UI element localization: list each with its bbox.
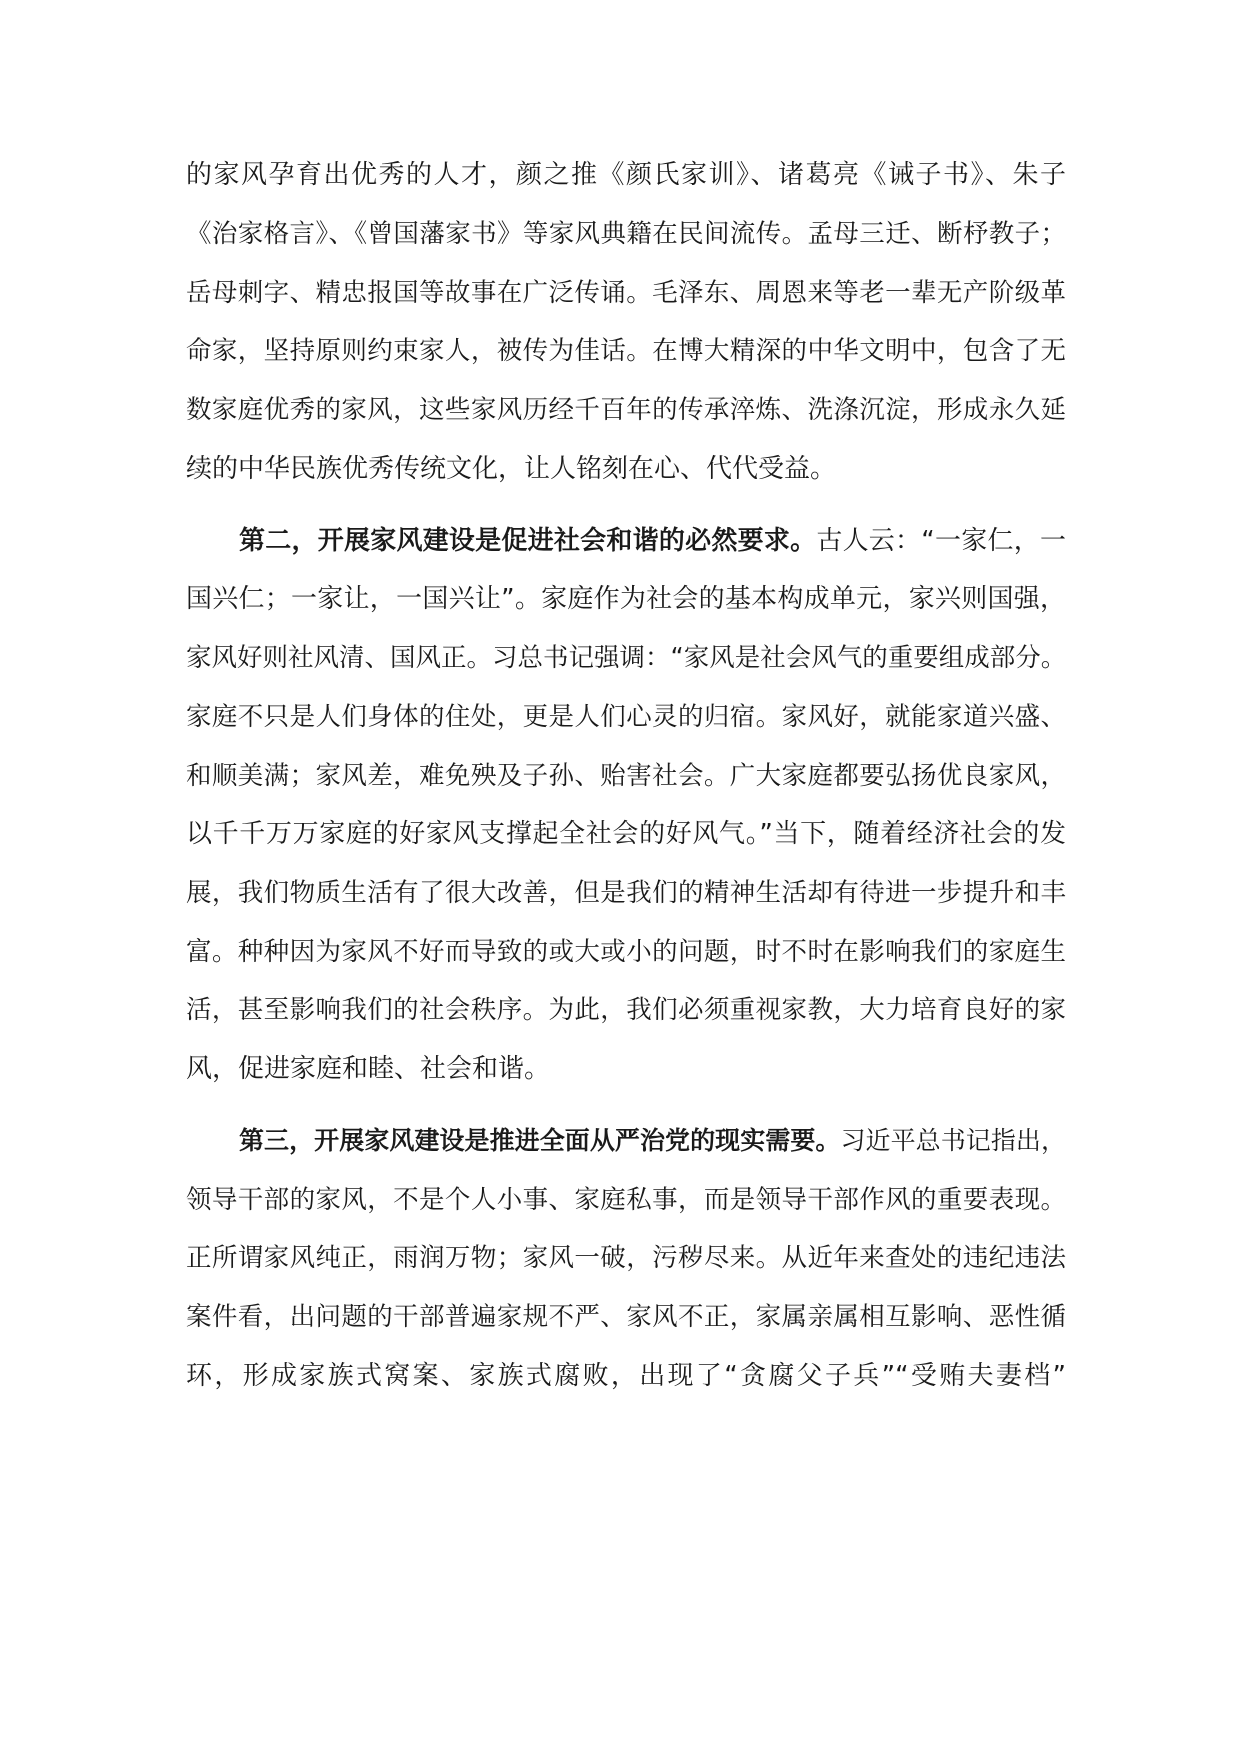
paragraph-line: 以千千万万家庭的好家风支撑起全社会的好风气。”当下，随着经济社会的发 (186, 819, 1066, 849)
paragraph-line: 《治家格言》、《曾国藩家书》等家风典籍在民间流传。孟母三迁、断杼教子； (186, 219, 1066, 249)
paragraph-line: 风，促进家庭和睦、社会和谐。 (186, 1054, 551, 1084)
paragraph-line: 岳母刺字、精忠报国等故事在广泛传诵。毛泽东、周恩来等老一辈无产阶级革 (186, 278, 1066, 308)
paragraph-line: 家庭不只是人们身体的住处，更是人们心灵的归宿。家风好，就能家道兴盛、 (186, 702, 1066, 732)
paragraph-line: 环，形成家族式窝案、家族式腐败，出现了“贪腐父子兵”“受贿夫妻档” (186, 1361, 1066, 1391)
paragraph-lead-heading: 第二，开展家风建设是促进社会和谐的必然要求。 (239, 526, 817, 556)
paragraph-lead-heading: 第三，开展家风建设是推进全面从严治党的现实需要。 (239, 1126, 841, 1155)
paragraph-line: 活，甚至影响我们的社会秩序。为此，我们必须重视家教，大力培育良好的家 (186, 995, 1066, 1025)
paragraph-line: 的家风孕育出优秀的人才，颜之推《颜氏家训》、诸葛亮《诫子书》、朱子 (186, 160, 1066, 190)
paragraph-line: 领导干部的家风，不是个人小事、家庭私事，而是领导干部作风的重要表现。 (186, 1185, 1066, 1215)
paragraph-line: 续的中华民族优秀传统文化，让人铭刻在心、代代受益。 (186, 454, 837, 484)
paragraph-first-line-text: 古人云：“一家仁，一 (816, 526, 1066, 556)
paragraph-line: 正所谓家风纯正，雨润万物；家风一破，污秽尽来。从近年来查处的违纪违法 (186, 1243, 1066, 1273)
paragraph-line: 富。种种因为家风不好而导致的或大或小的问题，时不时在影响我们的家庭生 (186, 937, 1066, 967)
paragraph-line: 国兴仁；一家让，一国兴让”。家庭作为社会的基本构成单元，家兴则国强， (186, 584, 1066, 614)
paragraph-line: 家风好则社风清、国风正。习总书记强调：“家风是社会风气的重要组成部分。 (186, 643, 1067, 673)
paragraph-line: 展，我们物质生活有了很大改善，但是我们的精神生活却有待进一步提升和丰 (186, 878, 1066, 908)
paragraph-first-line-text: 习近平总书记指出， (840, 1126, 1066, 1155)
paragraph-line: 和顺美满；家风差，难免殃及子孙、贻害社会。广大家庭都要弘扬优良家风， (186, 761, 1066, 791)
paragraph-line: 案件看，出问题的干部普遍家规不严、家风不正，家属亲属相互影响、恶性循 (186, 1302, 1066, 1332)
paragraph-first-line (186, 1121, 1066, 1161)
paragraph-line: 数家庭优秀的家风，这些家风历经千百年的传承淬炼、洗涤沉淀，形成永久延 (186, 395, 1066, 425)
paragraph-line: 命家，坚持原则约束家人，被传为佳话。在博大精深的中华文明中，包含了无 (186, 336, 1066, 366)
paragraph-first-line (186, 521, 1066, 561)
